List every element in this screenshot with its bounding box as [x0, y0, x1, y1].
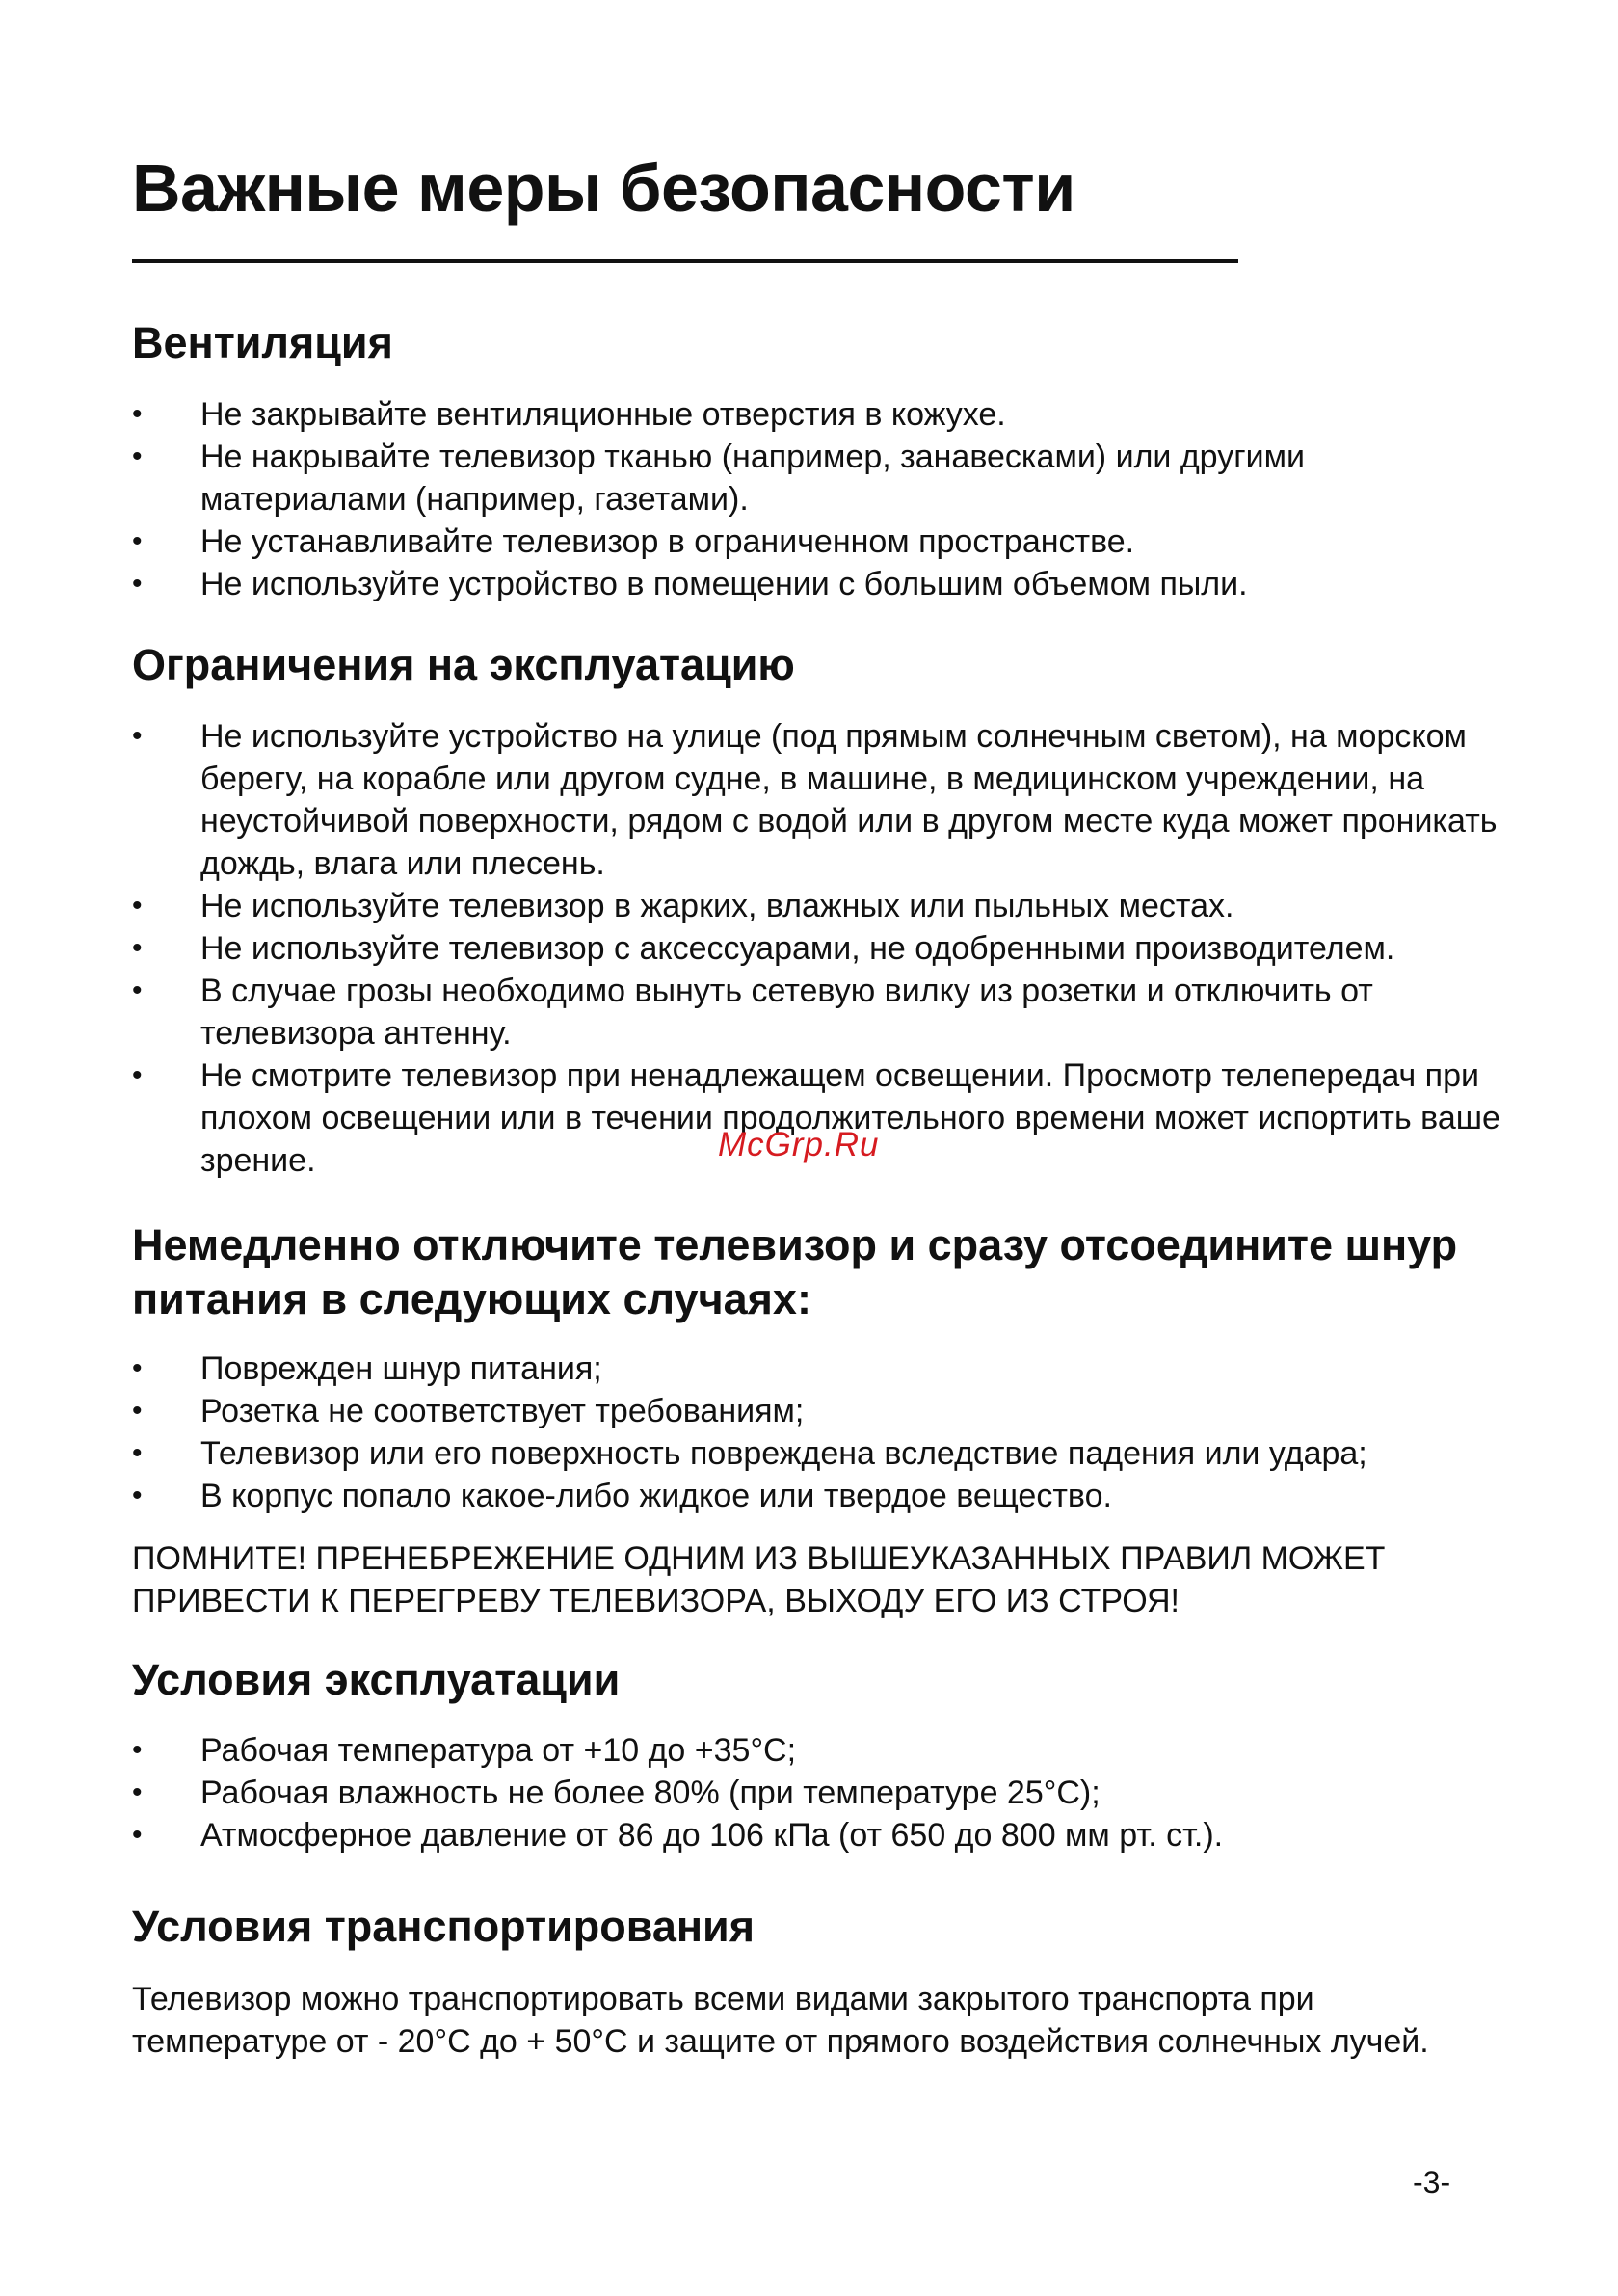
page-number: -3-	[1413, 2165, 1451, 2200]
page-title: Важные меры безопасности	[132, 150, 1075, 226]
list-item: • Поврежден шнур питания;	[132, 1348, 1500, 1390]
list-item: • Не смотрите телевизор при ненадлежащем освещении. Просмотр телепередач при плохом освещении или в течении продолжительного времени может испортить ваше зрение.	[132, 1055, 1500, 1182]
bullet-icon: •	[132, 1352, 143, 1384]
bullet-icon: •	[132, 441, 143, 472]
heading-transport: Условия транспортирования	[132, 1902, 755, 1951]
bullet-icon: •	[132, 932, 143, 964]
bullet-icon: •	[132, 890, 143, 921]
list-item: • В случае грозы необходимо вынуть сетевую вилку из розетки и отключить от телевизора антенну.	[132, 970, 1500, 1055]
list-item: • Не устанавливайте телевизор в ограниченном пространстве.	[132, 521, 1500, 563]
heading-ventilation: Вентиляция	[132, 318, 393, 367]
bullet-icon: •	[132, 568, 143, 600]
list-item: • Розетка не соответствует требованиям;	[132, 1390, 1500, 1432]
bullet-icon: •	[132, 1734, 143, 1766]
heading-restrictions: Ограничения на эксплуатацию	[132, 640, 795, 689]
list-ventilation	[132, 393, 1500, 605]
warning-text: ПОМНИТЕ! ПРЕНЕБРЕЖЕНИЕ ОДНИМ ИЗ ВЫШЕУКАЗАННЫХ ПРАВИЛ МОЖЕТ ПРИВЕСТИ К ПЕРЕГРЕВУ ТЕЛЕВИЗОРА, ВЫХОДУ ЕГО ИЗ СТРОЯ!	[132, 1540, 1386, 1619]
list-item: • Атмосферное давление от 86 до 106 кПа (от 650 до 800 мм рт. ст.).	[132, 1814, 1500, 1856]
list-item: • Не используйте устройство в помещении с большим объемом пыли.	[132, 563, 1500, 605]
bullet-icon: •	[132, 1819, 143, 1851]
list-item: • Не используйте телевизор в жарких, влажных или пыльных местах.	[132, 885, 1500, 927]
heading-disconnect: Немедленно отключите телевизор и сразу отсоедините шнур питания в следующих случаях:	[132, 1220, 1458, 1323]
title-underline	[132, 259, 1238, 263]
bullet-icon: •	[132, 525, 143, 557]
list-item: • Не используйте телевизор с аксессуарами, не одобренными производителем.	[132, 927, 1500, 970]
list-item: • Телевизор или его поверхность повреждена вследствие падения или удара;	[132, 1432, 1500, 1475]
list-item: • Не закрывайте вентиляционные отверстия в кожухе.	[132, 393, 1500, 436]
list-item: • Рабочая температура от +10 до +35°С;	[132, 1729, 1500, 1772]
list-operating	[132, 1729, 1500, 1856]
list-restrictions	[132, 715, 1500, 1182]
watermark-text: McGrp.Ru	[718, 1126, 880, 1163]
bullet-icon: •	[132, 1480, 143, 1511]
bullet-icon: •	[132, 974, 143, 1006]
bullet-icon: •	[132, 1395, 143, 1427]
list-item: • Рабочая влажность не более 80% (при температуре 25°С);	[132, 1772, 1500, 1814]
list-item: • Не используйте устройство на улице (под прямым солнечным светом), на морском берегу, на корабле или другом судне, в машине, в медицинском учреждении, на неустойчивой поверхности, рядом с водой или в другом месте куда может проникать дождь, влага или плесень.	[132, 715, 1500, 885]
list-item: • Не накрывайте телевизор тканью (например, занавесками) или другими материалами (например, газетами).	[132, 436, 1500, 521]
list-item: • В корпус попало какое-либо жидкое или твердое вещество.	[132, 1475, 1500, 1517]
list-disconnect	[132, 1348, 1500, 1517]
bullet-icon: •	[132, 1776, 143, 1808]
bullet-icon: •	[132, 1437, 143, 1469]
bullet-icon: •	[132, 1059, 143, 1091]
heading-operating: Условия эксплуатации	[132, 1655, 621, 1704]
bullet-icon: •	[132, 398, 143, 430]
bullet-icon: •	[132, 720, 143, 752]
transport-text: Телевизор можно транспортировать всеми видами закрытого транспорта при температуре от - 20°С до + 50°С и защите от прямого воздействия солнечных лучей.	[132, 1981, 1429, 2060]
